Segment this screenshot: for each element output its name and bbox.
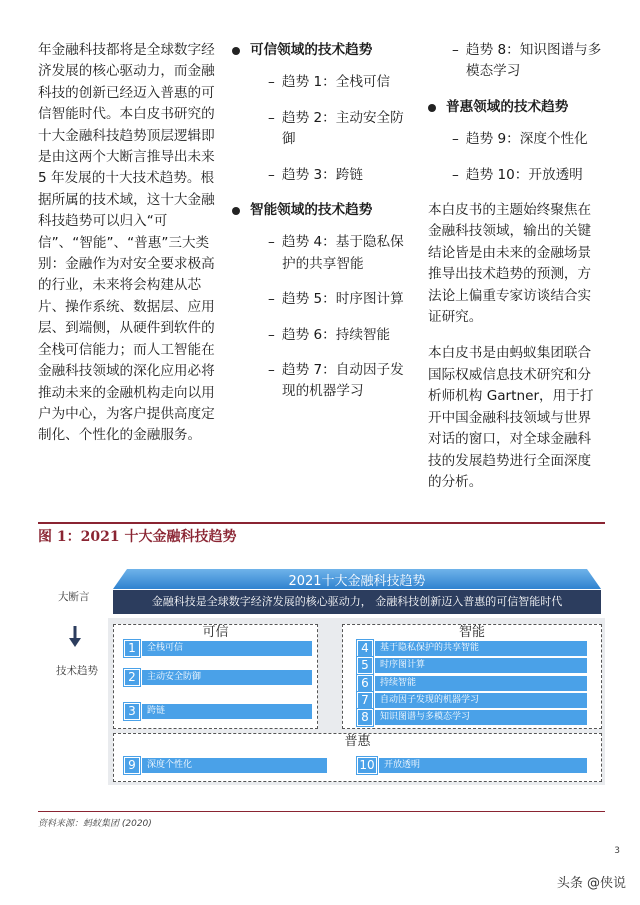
bullet-icon (428, 104, 436, 112)
diagram-item-4: 4 基于隐私保护的共享智能 (357, 641, 587, 656)
trusted-box: 可信 (113, 624, 318, 729)
smart-heading: 智能领域的技术趋势 (232, 200, 417, 221)
trend-1: – 趋势 1：全栈可信 (268, 74, 391, 91)
partner-paragraph: 本白皮书是由蚂蚁集团联合国际权威信息技术研究和分析师机构 Gartner，用于打开中国金融科技领域与世界对话的窗口，对全球金融科技的发展趋势进行全面深度的分析。 (428, 345, 594, 490)
diagram-item-8: 8 知识图谱与多模态学习 (357, 710, 587, 725)
inclusive-heading: 普惠领域的技术趋势 (428, 97, 603, 118)
arrow-down-icon (69, 626, 81, 648)
diagram-item-2: 2 主动安全防御 (124, 670, 312, 685)
trend-9: – 趋势 9：深度个性化 (452, 131, 588, 148)
trend-4: – 趋势 4：基于隐私保护的共享智能 (268, 234, 404, 272)
diagram-banner: 2021十大金融科技趋势 (113, 569, 601, 589)
trend-5: – 趋势 5：时序图计算 (268, 291, 404, 308)
method-paragraph: 本白皮书的主题始终聚焦在金融科技领域，输出的关键结论皆是由未来的金融场景推导出技术趋势的预测，方法论上偏重专家访谈结合实证研究。 (428, 202, 592, 326)
assertion-bar: 金融科技是全球数字经济发展的核心驱动力， 金融科技创新迈入普惠的可信智能时代 (113, 590, 601, 614)
smart-box: 智能 (342, 624, 602, 729)
trend-7: – 趋势 7：自动因子发现的机器学习 (268, 362, 404, 400)
diagram-item-3: 3 跨链 (124, 704, 312, 719)
diagram-item-7: 7 自动因子发现的机器学习 (357, 693, 587, 708)
intro-column (38, 40, 221, 462)
bullet-icon (232, 47, 240, 55)
page-number: 3 (614, 846, 620, 856)
watermark: 头条 @侠说 (556, 876, 626, 891)
conclusion-column (428, 40, 603, 508)
trend-6: – 趋势 6：持续智能 (268, 326, 391, 343)
diagram-item-9: 9 深度个性化 (124, 758, 327, 773)
figure-source: 资料来源：蚂蚁集团 (2020) (38, 811, 605, 829)
trends-column (232, 40, 417, 403)
bullet-icon (232, 207, 240, 215)
trend-2: – 趋势 2：主动安全防御 (268, 109, 404, 148)
diagram-item-10: 10 开放透明 (357, 758, 587, 773)
trend-label: 技术趋势 (56, 665, 98, 677)
trend-8: – 趋势 8：知识图谱与多模态学习 (452, 42, 602, 80)
diagram-item-1: 1 全栈可信 (124, 641, 312, 656)
intro-paragraph: 年金融科技都将是全球数字经济发展的核心驱动力，而金融科技的创新已经迈入普惠的可信智能时代。本白皮书研究的十大金融科技趋势顶层逻辑即是由这两个大断言推导出未来 5 年发展的十大技术趋势。根据所属的技术域，这十大金融科技趋势可以归入“可信”、“智能”、“普惠”三大类别：金融作为对安全要求极高的行业，未来将会构建从芯片、操作系统、数据层、应用层、到端侧，从硬件到软件的全栈可信能力；而人工智能在金融科技领域的深化应用必将推动未来的金融机构走向以用户为中心，为客户提供高度定制化、个性化的金融服务。 (38, 42, 215, 444)
trend-10: – 趋势 10：开放透明 (452, 166, 583, 183)
trusted-heading: 可信领域的技术趋势 (232, 40, 417, 61)
diagram-item-5: 5 时序图计算 (357, 658, 587, 673)
figure-title: 图 1：2021 十大金融科技趋势 (38, 522, 605, 546)
inclusive-box: 普惠 (113, 733, 602, 782)
trend-3: – 趋势 3：跨链 (268, 166, 363, 183)
assertion-label: 大断言 (58, 591, 90, 603)
diagram-item-6: 6 持续智能 (357, 676, 587, 691)
